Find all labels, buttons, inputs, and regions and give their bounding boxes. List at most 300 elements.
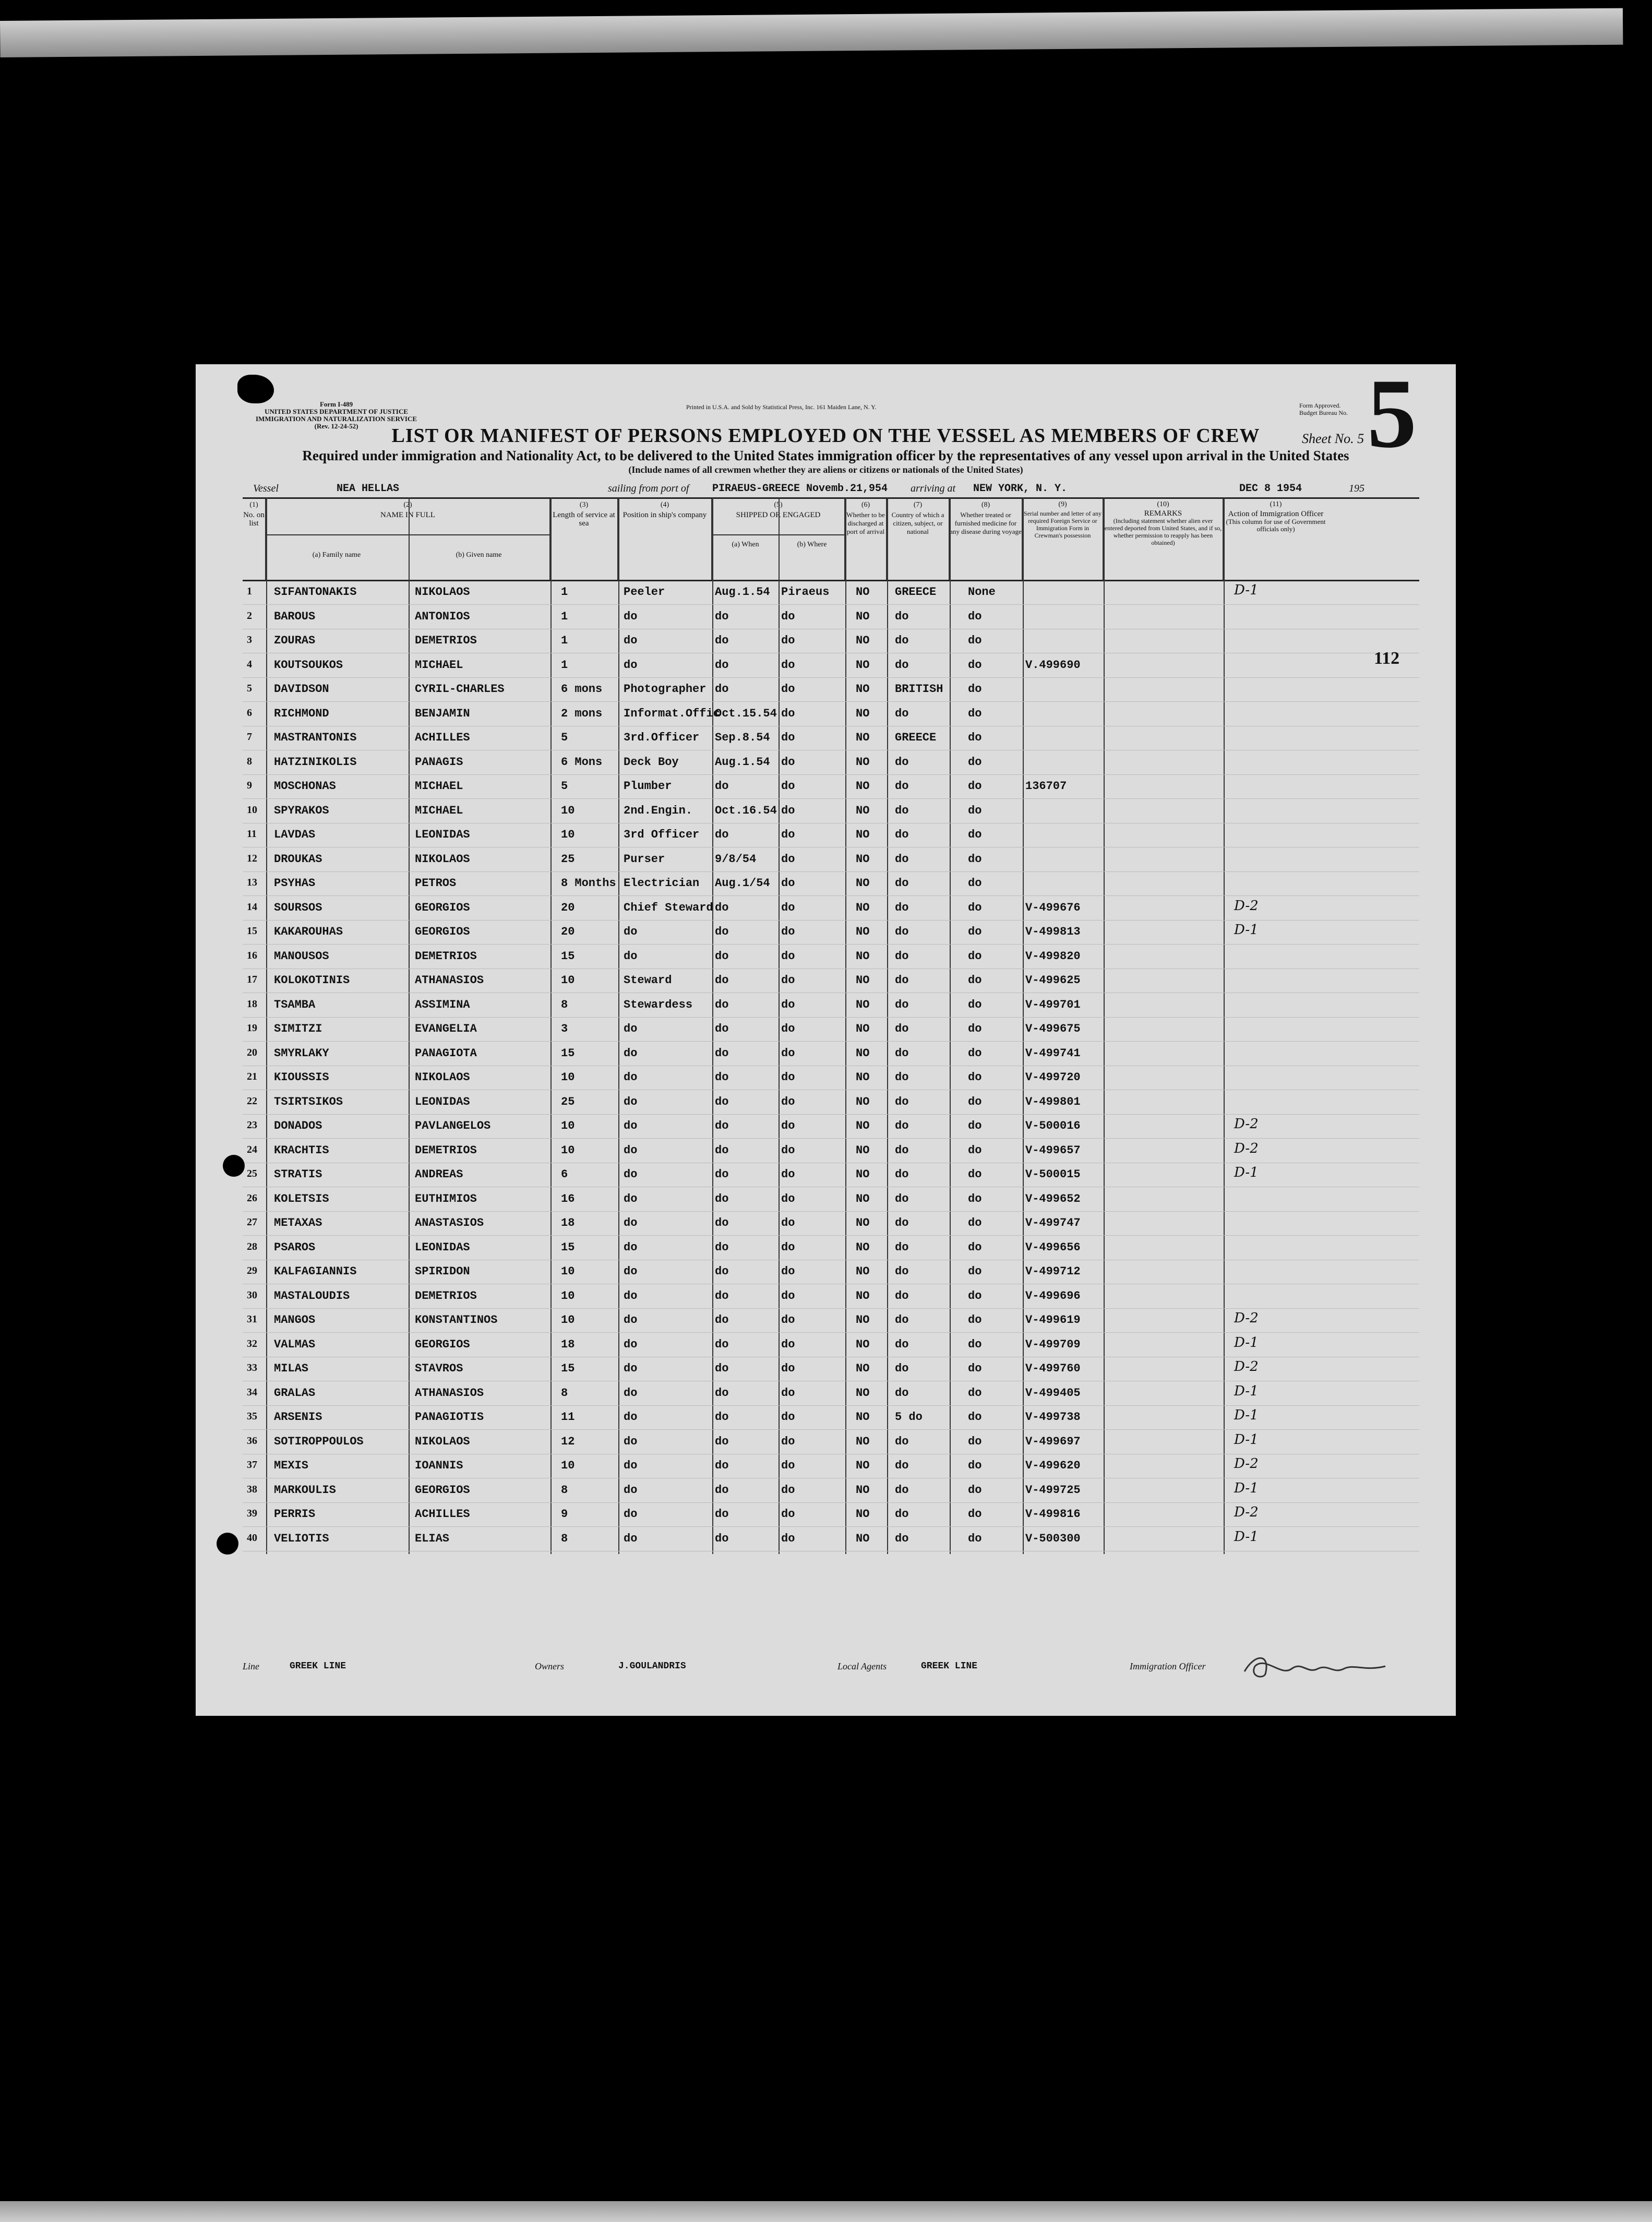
position: do: [624, 925, 638, 938]
treated-flag: do: [968, 1022, 982, 1035]
shipped-when: do: [715, 1459, 729, 1472]
position: do: [624, 1046, 638, 1060]
given-name: STAVROS: [415, 1362, 463, 1375]
shipped-where: do: [781, 1362, 795, 1375]
given-name-header: (b) Given name: [456, 551, 502, 559]
length-of-service: 8: [561, 1386, 568, 1400]
table-row: [243, 991, 1419, 1018]
country: do: [895, 877, 909, 890]
discharged-flag: NO: [856, 1046, 870, 1060]
table-row: [243, 1064, 1419, 1090]
country: do: [895, 1192, 909, 1205]
shipped-where: do: [781, 1508, 795, 1521]
arriving-label: arriving at: [911, 483, 956, 494]
treated-flag: do: [968, 1143, 982, 1157]
shipped-when: do: [715, 974, 729, 987]
shipped-when: do: [715, 1386, 729, 1400]
row-number: 3: [247, 634, 252, 646]
position: do: [624, 658, 638, 672]
discharged-flag: NO: [856, 1459, 870, 1472]
treated-flag: do: [968, 901, 982, 914]
shipped-when: do: [715, 828, 729, 841]
row-number: 34: [247, 1386, 257, 1398]
shipped-when: Aug.1.54: [715, 586, 770, 599]
shipped-when: do: [715, 1265, 729, 1278]
position: do: [624, 1508, 638, 1521]
table-row: [243, 1331, 1419, 1357]
given-name: PANAGIOTIS: [415, 1411, 484, 1424]
row-number: 28: [247, 1240, 257, 1252]
shipped-when: do: [715, 1483, 729, 1497]
country: do: [895, 1143, 909, 1157]
serial-number: V-499709: [1025, 1337, 1081, 1351]
serial-number: V-499619: [1025, 1313, 1081, 1327]
table-row: [243, 1379, 1419, 1406]
shipped-where: do: [781, 828, 795, 841]
row-number: 16: [247, 949, 257, 961]
length-of-service: 20: [561, 925, 575, 938]
form-line: UNITED STATES DEPARTMENT OF JUSTICE: [265, 408, 408, 415]
col-name-header: (2) NAME IN FULL (a) Family name (b) Given name: [266, 499, 550, 580]
table-row: [243, 1500, 1419, 1527]
treated-flag: do: [968, 1483, 982, 1497]
position: do: [624, 1362, 638, 1375]
country: do: [895, 1168, 909, 1181]
length-of-service: 8: [561, 1483, 568, 1497]
where-header: (b) Where: [797, 541, 827, 548]
shipped-where: do: [781, 634, 795, 647]
position: Deck Boy: [624, 755, 679, 769]
shipped-when: do: [715, 998, 729, 1011]
country: do: [895, 852, 909, 866]
family-name: VALMAS: [274, 1337, 316, 1351]
length-of-service: 5: [561, 780, 568, 793]
treated-flag: None: [968, 586, 996, 599]
shipped-when: do: [715, 1119, 729, 1132]
serial-number: V-499696: [1025, 1289, 1081, 1303]
position: Peeler: [624, 586, 665, 599]
given-name: NIKOLAOS: [415, 1435, 470, 1448]
length-of-service: 9: [561, 1508, 568, 1521]
country: do: [895, 1216, 909, 1229]
shipped-where: do: [781, 877, 795, 890]
position: 2nd.Engin.: [624, 804, 693, 817]
treated-flag: do: [968, 755, 982, 769]
length-of-service: 10: [561, 1119, 575, 1132]
family-name: ZOURAS: [274, 634, 316, 647]
serial-number: V-499405: [1025, 1386, 1081, 1400]
given-name: EVANGELIA: [415, 1022, 477, 1035]
row-number: 19: [247, 1022, 257, 1034]
family-name: MASTRANTONIS: [274, 731, 357, 744]
country: do: [895, 1435, 909, 1448]
length-of-service: 10: [561, 1313, 575, 1327]
treated-flag: do: [968, 1071, 982, 1084]
discharged-flag: NO: [856, 658, 870, 672]
shipped-where: do: [781, 901, 795, 914]
shipped-where: do: [781, 1071, 795, 1084]
discharged-flag: NO: [856, 1313, 870, 1327]
serial-number: V-499625: [1025, 974, 1081, 987]
given-name: KONSTANTINOS: [415, 1313, 498, 1327]
discharged-flag: NO: [856, 1483, 870, 1497]
table-row: [243, 1185, 1419, 1212]
family-name: METAXAS: [274, 1216, 322, 1229]
country: do: [895, 828, 909, 841]
family-name: TSIRTSIKOS: [274, 1095, 343, 1108]
discharged-flag: NO: [856, 1411, 870, 1424]
officer-action: D-1: [1234, 1334, 1259, 1351]
position: do: [624, 1411, 638, 1424]
vessel-line: [253, 476, 1401, 497]
serial-number: V-499657: [1025, 1143, 1081, 1157]
serial-number: 136707: [1025, 780, 1067, 793]
discharged-flag: NO: [856, 804, 870, 817]
row-number: 14: [247, 901, 257, 913]
length-of-service: 6: [561, 1168, 568, 1181]
row-number: 9: [247, 780, 252, 791]
col-country-header: (7) Country of which a citizen, subject, or national: [887, 499, 950, 580]
row-number: 1: [247, 586, 252, 597]
family-name: MASTALOUDIS: [274, 1289, 350, 1303]
shipped-when: Oct.15.54: [715, 707, 777, 720]
given-name: ANDREAS: [415, 1168, 463, 1181]
treated-flag: do: [968, 1265, 982, 1278]
col-shipped-header: (5) SHIPPED OR ENGAGED (a) When (b) Where: [712, 499, 845, 580]
family-name: ARSENIS: [274, 1411, 322, 1424]
punch-hole: [223, 1155, 245, 1177]
shipped-when: do: [715, 1168, 729, 1181]
shipped-where: do: [781, 1168, 795, 1181]
table-row: [243, 797, 1419, 823]
ink-blot: [237, 375, 274, 403]
length-of-service: 6 mons: [561, 683, 603, 696]
shipped-where: do: [781, 852, 795, 866]
shipped-when: do: [715, 610, 729, 623]
position: 3rd Officer: [624, 828, 700, 841]
shipped-when: do: [715, 1046, 729, 1060]
length-of-service: 10: [561, 1265, 575, 1278]
col-treated-header: (8) Whether treated or furnished medicine for any disease during voyage: [950, 499, 1023, 580]
family-name: SPYRAKOS: [274, 804, 329, 817]
officer-action: D-2: [1234, 1310, 1259, 1326]
serial-number: V-499697: [1025, 1435, 1081, 1448]
officer-action: D-1: [1234, 1383, 1259, 1399]
discharged-flag: NO: [856, 1192, 870, 1205]
treated-flag: do: [968, 1411, 982, 1424]
table-row: [243, 1403, 1419, 1430]
length-of-service: 8: [561, 1532, 568, 1545]
table-row: [243, 772, 1419, 799]
treated-flag: do: [968, 610, 982, 623]
table-row: [243, 651, 1419, 678]
length-of-service: 5: [561, 731, 568, 744]
treated-flag: do: [968, 804, 982, 817]
family-name: MANGOS: [274, 1313, 316, 1327]
arrival-date: DEC 8 1954: [1239, 483, 1302, 495]
row-number: 24: [247, 1143, 257, 1155]
position: do: [624, 1289, 638, 1303]
given-name: MICHAEL: [415, 804, 463, 817]
table-row: [243, 942, 1419, 969]
shipped-where: do: [781, 683, 795, 696]
family-name: PSYHAS: [274, 877, 316, 890]
shipped-where: do: [781, 707, 795, 720]
discharged-flag: NO: [856, 1386, 870, 1400]
given-name: NIKOLAOS: [415, 852, 470, 866]
serial-number: V.499690: [1025, 658, 1081, 672]
given-name: ATHANASIOS: [415, 1386, 484, 1400]
arriving-at: NEW YORK, N. Y.: [973, 483, 1068, 495]
given-name: PAVLANGELOS: [415, 1119, 491, 1132]
table-row: [243, 748, 1419, 775]
given-name: ACHILLES: [415, 1508, 470, 1521]
shipped-when: Sep.8.54: [715, 731, 770, 744]
col-no-header: (1) No. on list: [243, 499, 266, 580]
agents-label: Local Agents: [837, 1661, 887, 1671]
shipped-when: do: [715, 658, 729, 672]
length-of-service: 1: [561, 586, 568, 599]
position: do: [624, 1265, 638, 1278]
shipped-when: do: [715, 1532, 729, 1545]
row-number: 36: [247, 1435, 257, 1447]
table-row: [243, 869, 1419, 896]
length-of-service: 10: [561, 1289, 575, 1303]
serial-number: V-499675: [1025, 1022, 1081, 1035]
vessel-name: NEA HELLAS: [337, 483, 400, 495]
row-number: 31: [247, 1313, 257, 1325]
film-edge-bottom: [0, 2201, 1652, 2222]
table-row: [243, 1306, 1419, 1333]
family-name: STRATIS: [274, 1168, 322, 1181]
family-name: MARKOULIS: [274, 1483, 336, 1497]
discharged-flag: NO: [856, 998, 870, 1011]
given-name: IOANNIS: [415, 1459, 463, 1472]
discharged-flag: NO: [856, 1168, 870, 1181]
treated-flag: do: [968, 1119, 982, 1132]
treated-flag: do: [968, 1459, 982, 1472]
discharged-flag: NO: [856, 1362, 870, 1375]
col-discharged-header: (6) Whether to be discharged at port of arrival: [845, 499, 887, 580]
shipped-where: do: [781, 1386, 795, 1400]
length-of-service: 15: [561, 1240, 575, 1254]
shipped-when: do: [715, 1508, 729, 1521]
treated-flag: do: [968, 877, 982, 890]
length-of-service: 16: [561, 1192, 575, 1205]
serial-number: V-499747: [1025, 1216, 1081, 1229]
shipped-when: do: [715, 1216, 729, 1229]
officer-action: D-2: [1234, 1116, 1259, 1132]
country: do: [895, 707, 909, 720]
shipped-when: do: [715, 949, 729, 963]
given-name: SPIRIDON: [415, 1265, 470, 1278]
shipped-where: do: [781, 974, 795, 987]
treated-flag: do: [968, 1095, 982, 1108]
serial-number: V-500300: [1025, 1532, 1081, 1545]
table-row: [243, 1355, 1419, 1381]
discharged-flag: NO: [856, 877, 870, 890]
discharged-flag: NO: [856, 1143, 870, 1157]
length-of-service: 10: [561, 828, 575, 841]
table-row: [243, 627, 1419, 653]
treated-flag: do: [968, 1289, 982, 1303]
family-name: MEXIS: [274, 1459, 309, 1472]
country: do: [895, 780, 909, 793]
position: do: [624, 1168, 638, 1181]
treated-flag: do: [968, 998, 982, 1011]
position: do: [624, 610, 638, 623]
length-of-service: 10: [561, 804, 575, 817]
agents-value: GREEK LINE: [921, 1661, 978, 1671]
family-name: KALFAGIANNIS: [274, 1265, 357, 1278]
length-of-service: 25: [561, 852, 575, 866]
country: GREECE: [895, 586, 937, 599]
row-number: 32: [247, 1337, 257, 1349]
shipped-when: do: [715, 780, 729, 793]
serial-number: V-499801: [1025, 1095, 1081, 1108]
row-number: 30: [247, 1289, 257, 1301]
country: do: [895, 1386, 909, 1400]
shipped-when: do: [715, 1337, 729, 1351]
length-of-service: 15: [561, 949, 575, 963]
treated-flag: do: [968, 1216, 982, 1229]
discharged-flag: NO: [856, 610, 870, 623]
given-name: ANTONIOS: [415, 610, 470, 623]
country: do: [895, 1337, 909, 1351]
treated-flag: do: [968, 1168, 982, 1181]
discharged-flag: NO: [856, 1435, 870, 1448]
form-approved-block: [1299, 402, 1348, 416]
treated-flag: do: [968, 1532, 982, 1545]
country: do: [895, 610, 909, 623]
given-name: ATHANASIOS: [415, 974, 484, 987]
sailing-label: sailing from port of: [608, 483, 689, 494]
treated-flag: do: [968, 1362, 982, 1375]
treated-flag: do: [968, 925, 982, 938]
owners-label: Owners: [535, 1661, 565, 1671]
treated-flag: do: [968, 828, 982, 841]
given-name: LEONIDAS: [415, 1095, 470, 1108]
given-name: EUTHIMIOS: [415, 1192, 477, 1205]
discharged-flag: NO: [856, 901, 870, 914]
shipped-when: do: [715, 1313, 729, 1327]
discharged-flag: NO: [856, 974, 870, 987]
row-number: 38: [247, 1483, 257, 1495]
shipped-where: do: [781, 1337, 795, 1351]
serial-number: V-499676: [1025, 901, 1081, 914]
shipped-where: do: [781, 1313, 795, 1327]
position: do: [624, 634, 638, 647]
table-row: [243, 1040, 1419, 1066]
family-name: RICHMOND: [274, 707, 329, 720]
table-row: [243, 1525, 1419, 1551]
given-name: GEORGIOS: [415, 925, 470, 938]
discharged-flag: NO: [856, 586, 870, 599]
document-subtitle: Required under immigration and Nationality Act, to be delivered to the United States immigration officer by the representatives of any vessel upon arrival in the United States: [302, 448, 1349, 463]
length-of-service: 8: [561, 998, 568, 1011]
discharged-flag: NO: [856, 1337, 870, 1351]
given-name: PETROS: [415, 877, 457, 890]
family-name: MILAS: [274, 1362, 309, 1375]
family-name: SIFANTONAKIS: [274, 586, 357, 599]
table-row: [243, 918, 1419, 945]
shipped-where: do: [781, 1022, 795, 1035]
given-name: ANASTASIOS: [415, 1216, 484, 1229]
column-header: [243, 497, 1419, 581]
treated-flag: do: [968, 1337, 982, 1351]
officer-action: D-2: [1234, 1504, 1259, 1520]
row-number: 11: [247, 828, 257, 840]
serial-number: V-499652: [1025, 1192, 1081, 1205]
family-name: DROUKAS: [274, 852, 322, 866]
family-name: PSAROS: [274, 1240, 316, 1254]
row-number: 10: [247, 804, 257, 816]
vessel-label: Vessel: [253, 483, 279, 494]
country: do: [895, 634, 909, 647]
family-name: HATZINIKOLIS: [274, 755, 357, 769]
position: do: [624, 1435, 638, 1448]
given-name: GEORGIOS: [415, 1483, 470, 1497]
shipped-where: do: [781, 780, 795, 793]
row-number: 40: [247, 1532, 257, 1544]
serial-number: V-499701: [1025, 998, 1081, 1011]
row-number: 33: [247, 1362, 257, 1373]
shipped-where: do: [781, 1046, 795, 1060]
table-row: [243, 724, 1419, 750]
shipped-where: do: [781, 1532, 795, 1545]
country: do: [895, 1046, 909, 1060]
table-row: [243, 1015, 1419, 1042]
given-name: DEMETRIOS: [415, 1289, 477, 1303]
shipped-when: Oct.16.54: [715, 804, 777, 817]
treated-flag: do: [968, 707, 982, 720]
treated-flag: do: [968, 634, 982, 647]
discharged-flag: NO: [856, 1119, 870, 1132]
shipped-when: do: [715, 901, 729, 914]
family-name: GRALAS: [274, 1386, 316, 1400]
country: do: [895, 998, 909, 1011]
shipped-when: do: [715, 1411, 729, 1424]
country: do: [895, 658, 909, 672]
table-row: [243, 1476, 1419, 1503]
position: Electrician: [624, 877, 700, 890]
col-service-header: (3) Length of service at sea: [550, 499, 618, 580]
shipped-when: do: [715, 925, 729, 938]
shipped-when: do: [715, 1095, 729, 1108]
country: do: [895, 1095, 909, 1108]
printer-note: Printed in U.S.A. and Sold by Statistical Press, Inc. 161 Maiden Lane, N. Y.: [686, 403, 877, 411]
col-serial-header: (9) Serial number and letter of any required Foreign Service or Immigration Form in Crewman's possession: [1023, 499, 1104, 580]
country: do: [895, 1532, 909, 1545]
row-number: 12: [247, 852, 257, 864]
length-of-service: 20: [561, 901, 575, 914]
row-number: 17: [247, 974, 257, 985]
shipped-where: do: [781, 610, 795, 623]
line-value: GREEK LINE: [290, 1661, 346, 1671]
country: BRITISH: [895, 683, 943, 696]
family-name: KOLETSIS: [274, 1192, 329, 1205]
position: Informat.Offic: [624, 707, 720, 720]
family-name: MOSCHONAS: [274, 780, 336, 793]
treated-flag: do: [968, 658, 982, 672]
given-name: MICHAEL: [415, 658, 463, 672]
table-row: [243, 966, 1419, 993]
country: do: [895, 804, 909, 817]
row-number: 23: [247, 1119, 257, 1131]
family-name: DAVIDSON: [274, 683, 329, 696]
shipped-where: do: [781, 925, 795, 938]
row-number: 26: [247, 1192, 257, 1204]
